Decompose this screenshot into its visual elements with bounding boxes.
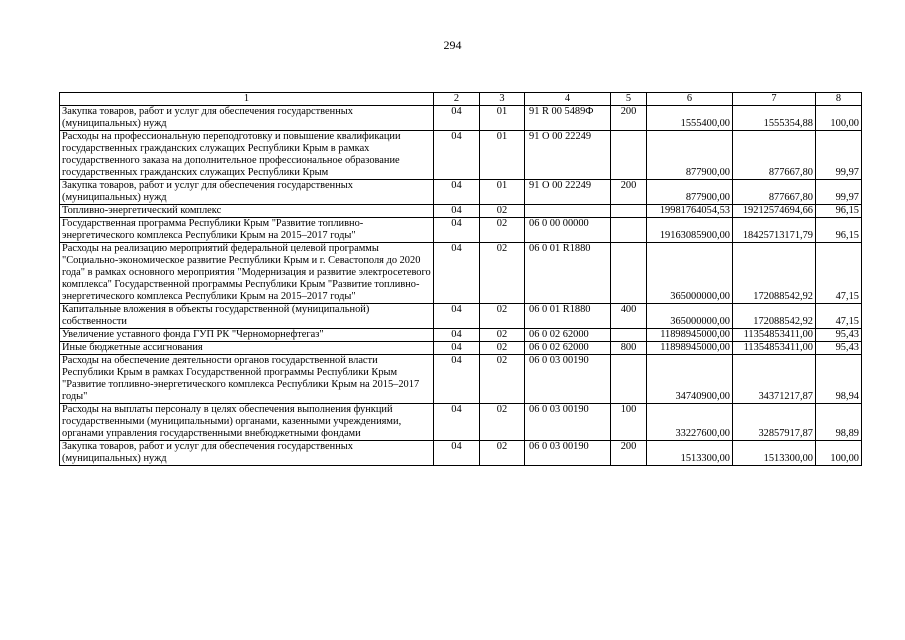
table-row: [60, 106, 862, 131]
row-subsection: 02: [480, 304, 525, 329]
table-row: [60, 243, 862, 304]
row-expense-type: [611, 329, 647, 342]
row-section: 04: [434, 243, 480, 304]
row-executed: 877667,80: [733, 131, 816, 180]
row-planned: 1555400,00: [647, 106, 733, 131]
table-row: [60, 131, 862, 180]
row-section: 04: [434, 404, 480, 441]
row-section: 04: [434, 355, 480, 404]
row-subsection: 02: [480, 404, 525, 441]
row-subsection: 02: [480, 218, 525, 243]
row-section: 04: [434, 106, 480, 131]
row-target-code: 06 0 03 00190: [525, 404, 611, 441]
row-planned: 11898945000,00: [647, 342, 733, 355]
row-percent: 95,43: [816, 342, 862, 355]
table-row: [60, 329, 862, 342]
row-subsection: 02: [480, 355, 525, 404]
row-percent: 47,15: [816, 243, 862, 304]
row-executed: 172088542,92: [733, 243, 816, 304]
row-expense-type: [611, 243, 647, 304]
table-row: [60, 342, 862, 355]
row-planned: 877900,00: [647, 131, 733, 180]
row-name: Капитальные вложения в объекты государственной (муниципальной) собственности: [60, 304, 434, 329]
row-target-code: 06 0 03 00190: [525, 355, 611, 404]
row-target-code: 06 0 01 R1880: [525, 304, 611, 329]
row-target-code: 06 0 02 62000: [525, 342, 611, 355]
row-percent: 99,97: [816, 180, 862, 205]
table-row: [60, 205, 862, 218]
row-target-code: 91 R 00 5489Ф: [525, 106, 611, 131]
row-target-code: 06 0 02 62000: [525, 329, 611, 342]
row-executed: 19212574694,66: [733, 205, 816, 218]
row-expense-type: [611, 218, 647, 243]
row-expense-type: 200: [611, 180, 647, 205]
row-target-code: 06 0 00 00000: [525, 218, 611, 243]
header-cell: 4: [525, 93, 611, 106]
header-cell: 3: [480, 93, 525, 106]
header-cell: 5: [611, 93, 647, 106]
row-executed: 11354853411,00: [733, 342, 816, 355]
row-executed: 1513300,00: [733, 441, 816, 466]
row-planned: 365000000,00: [647, 304, 733, 329]
row-expense-type: 400: [611, 304, 647, 329]
row-executed: 11354853411,00: [733, 329, 816, 342]
row-target-code: 91 О 00 22249: [525, 131, 611, 180]
row-planned: 19981764054,53: [647, 205, 733, 218]
row-percent: 47,15: [816, 304, 862, 329]
row-name: Расходы на профессиональную переподготовку и повышение квалификации государственных гражданских служащих Республики Крым в рамках государственного заказа на дополнительное профессиональное образование государственных гражданских служащих Республики Крым: [60, 131, 434, 180]
page-number: 294: [443, 38, 462, 52]
row-executed: 18425713171,79: [733, 218, 816, 243]
row-executed: 34371217,87: [733, 355, 816, 404]
row-expense-type: 200: [611, 441, 647, 466]
row-executed: 172088542,92: [733, 304, 816, 329]
row-subsection: 01: [480, 180, 525, 205]
table-row: [60, 441, 862, 466]
budget-table: [59, 92, 862, 466]
row-percent: 96,15: [816, 218, 862, 243]
row-percent: 96,15: [816, 205, 862, 218]
row-subsection: 01: [480, 106, 525, 131]
row-section: 04: [434, 205, 480, 218]
row-expense-type: [611, 131, 647, 180]
row-percent: 98,94: [816, 355, 862, 404]
row-percent: 95,43: [816, 329, 862, 342]
row-section: 04: [434, 180, 480, 205]
row-section: 04: [434, 441, 480, 466]
row-section: 04: [434, 218, 480, 243]
row-subsection: 02: [480, 329, 525, 342]
row-expense-type: 100: [611, 404, 647, 441]
row-section: 04: [434, 329, 480, 342]
row-target-code: 06 0 01 R1880: [525, 243, 611, 304]
row-name: Закупка товаров, работ и услуг для обеспечения государственных (муниципальных) нужд: [60, 106, 434, 131]
row-subsection: 02: [480, 342, 525, 355]
row-name: Государственная программа Республики Крым "Развитие топливно-энергетического комплекса Республики Крым на 2015–2017 годы": [60, 218, 434, 243]
row-target-code: 91 О 00 22249: [525, 180, 611, 205]
header-cell: 7: [733, 93, 816, 106]
row-name: Закупка товаров, работ и услуг для обеспечения государственных (муниципальных) нужд: [60, 180, 434, 205]
row-expense-type: 800: [611, 342, 647, 355]
row-name: Расходы на реализацию мероприятий федеральной целевой программы "Социально-экономическое развитие Республики Крым и г. Севастополя до 2020 года" в рамках основного мероприятия "Модернизация и развитие электросетевого комплекса" Государственной программы Республики Крым "Развитие топливно-энергетического комплекса Республики Крым на 2015–2017 годы": [60, 243, 434, 304]
row-planned: 1513300,00: [647, 441, 733, 466]
header-cell: 8: [816, 93, 862, 106]
row-executed: 32857917,87: [733, 404, 816, 441]
row-section: 04: [434, 131, 480, 180]
row-planned: 877900,00: [647, 180, 733, 205]
row-expense-type: 200: [611, 106, 647, 131]
table-row: [60, 404, 862, 441]
row-name: Топливно-энергетический комплекс: [60, 205, 434, 218]
row-executed: 1555354,88: [733, 106, 816, 131]
row-subsection: 01: [480, 131, 525, 180]
row-expense-type: [611, 355, 647, 404]
row-name: Расходы на выплаты персоналу в целях обеспечения выполнения функций государственными (муниципальными) органами, казенными учреждениями, органами управления государственными внебюджетными фондами: [60, 404, 434, 441]
table-row: [60, 355, 862, 404]
row-section: 04: [434, 342, 480, 355]
row-name: Иные бюджетные ассигнования: [60, 342, 434, 355]
row-executed: 877667,80: [733, 180, 816, 205]
row-expense-type: [611, 205, 647, 218]
row-percent: 100,00: [816, 441, 862, 466]
row-planned: 33227600,00: [647, 404, 733, 441]
header-cell: 6: [647, 93, 733, 106]
row-percent: 100,00: [816, 106, 862, 131]
header-cell: 1: [60, 93, 434, 106]
header-cell: 2: [434, 93, 480, 106]
row-section: 04: [434, 304, 480, 329]
row-planned: 365000000,00: [647, 243, 733, 304]
row-subsection: 02: [480, 243, 525, 304]
row-name: Расходы на обеспечение деятельности органов государственной власти Республики Крым в рамках Государственной программы Республики Крым "Развитие топливно-энергетического комплекса Республики Крым на 2015–2017 годы": [60, 355, 434, 404]
row-target-code: 06 0 03 00190: [525, 441, 611, 466]
row-subsection: 02: [480, 441, 525, 466]
table-header-row: [60, 93, 862, 106]
table-row: [60, 180, 862, 205]
row-planned: 19163085900,00: [647, 218, 733, 243]
row-subsection: 02: [480, 205, 525, 218]
row-planned: 11898945000,00: [647, 329, 733, 342]
row-name: Закупка товаров, работ и услуг для обеспечения государственных (муниципальных) нужд: [60, 441, 434, 466]
row-percent: 99,97: [816, 131, 862, 180]
table-row: [60, 304, 862, 329]
row-name: Увеличение уставного фонда ГУП РК "Черноморнефтегаз": [60, 329, 434, 342]
row-target-code: [525, 205, 611, 218]
row-planned: 34740900,00: [647, 355, 733, 404]
row-percent: 98,89: [816, 404, 862, 441]
table-row: [60, 218, 862, 243]
